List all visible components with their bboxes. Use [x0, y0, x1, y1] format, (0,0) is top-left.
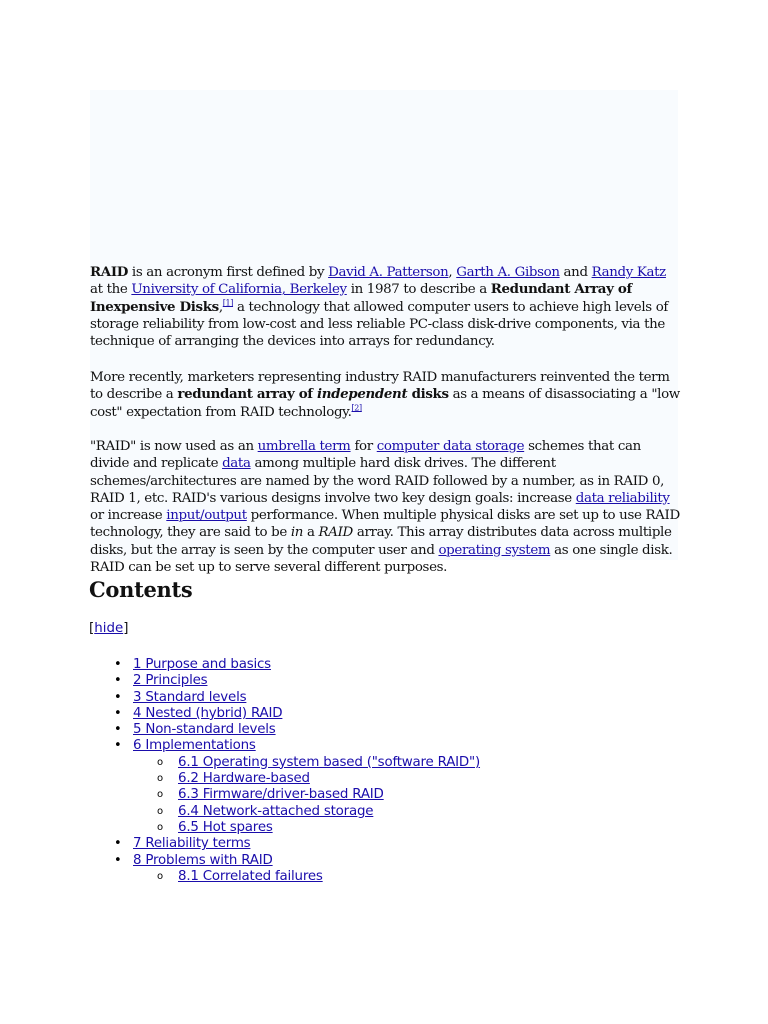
toc-link-problems-with-raid[interactable]: 8 Problems with RAID — [133, 852, 273, 868]
link-randy-katz[interactable]: Randy Katz — [591, 265, 666, 280]
text: at the — [90, 282, 132, 298]
toc-item — [112, 836, 712, 852]
link-david-patterson[interactable]: David A. Patterson — [328, 265, 449, 280]
bullet-icon: • — [114, 689, 122, 705]
bullet-icon: • — [114, 852, 122, 868]
toc-subitem — [112, 869, 712, 885]
toc-link-hardware-based[interactable]: 6.2 Hardware-based — [178, 771, 310, 787]
text: a — [303, 525, 319, 541]
link-input-output[interactable]: input/output — [166, 508, 247, 524]
circle-bullet-icon: o — [157, 821, 163, 833]
bullet-icon: • — [114, 836, 122, 852]
toc-item — [112, 738, 712, 754]
text: "RAID" is now used as an — [90, 439, 258, 454]
text: as one single disk. RAID can be set up to serve several different purposes. — [90, 542, 673, 576]
text: for — [350, 439, 377, 454]
toc-subitem — [112, 804, 712, 820]
toc-item — [112, 706, 712, 722]
link-uc-berkeley[interactable]: University of California, Berkeley — [131, 282, 347, 298]
link-data[interactable]: data — [222, 456, 251, 472]
toc-link-reliability-terms[interactable]: 7 Reliability terms — [133, 836, 251, 852]
link-umbrella-term[interactable]: umbrella term — [257, 439, 351, 454]
link-operating-system[interactable]: operating system — [438, 542, 551, 558]
toc-link-principles[interactable]: 2 Principles — [133, 673, 208, 689]
toc-item — [112, 722, 712, 738]
circle-bullet-icon: o — [157, 773, 163, 785]
toc-link-purpose-and-basics[interactable]: 1 Purpose and basics — [133, 657, 271, 672]
text: performance. When multiple physical disks are set up to use RAID technology, they are said to be — [90, 508, 680, 541]
citation-2[interactable]: [2] — [351, 403, 362, 413]
toc-link-network-attached-storage[interactable]: 6.4 Network-attached storage — [178, 803, 374, 819]
text: as a means of disassociating a "low cost" expectation from RAID technology. — [90, 387, 680, 420]
table-of-contents — [112, 657, 712, 885]
contents-heading: Contents — [89, 577, 193, 602]
bullet-icon: • — [114, 738, 122, 754]
toc-item — [112, 853, 712, 869]
raid-term: RAID — [90, 264, 128, 280]
toc-link-implementations[interactable]: 6 Implementations — [133, 738, 256, 754]
bold-term: redundant array of independent disks — [177, 386, 449, 403]
circle-bullet-icon: o — [157, 756, 163, 768]
link-data-reliability[interactable]: data reliability — [575, 490, 670, 506]
toc-link-hot-spares[interactable]: 6.5 Hot spares — [178, 819, 273, 835]
text: schemes that can divide and replicate — [90, 439, 641, 472]
toc-link-software-raid[interactable]: 6.1 Operating system based ("software RAID") — [178, 754, 481, 770]
link-computer-data-storage[interactable]: computer data storage — [376, 439, 525, 454]
intro-paragraph-3 — [90, 438, 680, 576]
italic-text: in — [290, 525, 304, 541]
circle-bullet-icon: o — [157, 805, 163, 817]
toc-link-standard-levels[interactable]: 3 Standard levels — [133, 689, 247, 705]
toc-toggle: [hide] — [89, 621, 129, 636]
circle-bullet-icon: o — [157, 789, 163, 801]
intro-paragraph-2 — [90, 369, 680, 421]
text: and — [559, 265, 592, 280]
toc-link-firmware-driver-raid[interactable]: 6.3 Firmware/driver-based RAID — [178, 787, 384, 803]
text: , — [218, 299, 223, 315]
bullet-icon: • — [114, 673, 122, 689]
toc-link-non-standard-levels[interactable]: 5 Non-standard levels — [133, 722, 276, 738]
italic-text: RAID — [318, 525, 353, 541]
intro-paragraph-1 — [90, 264, 680, 350]
toc-link-nested-raid[interactable]: 4 Nested (hybrid) RAID — [133, 705, 283, 721]
circle-bullet-icon: o — [157, 870, 163, 882]
toc-item — [112, 657, 712, 673]
toc-link-correlated-failures[interactable]: 8.1 Correlated failures — [178, 868, 323, 884]
text: among multiple hard disk drives. The different schemes/architectures are named by the word RAID followed by a number, as in RAID 0, RAID 1, etc. RAID's various designs involve two key design goals: increase — [90, 456, 665, 506]
toc-subitem — [112, 820, 712, 836]
link-garth-gibson[interactable]: Garth A. Gibson — [456, 265, 560, 280]
hide-link[interactable]: hide — [94, 621, 124, 636]
text: is an acronym first defined by — [128, 265, 329, 280]
text: More recently, marketers representing industry RAID manufacturers reinvented the term to describe a — [90, 370, 670, 403]
toc-subitem — [112, 755, 712, 771]
toc-item — [112, 673, 712, 689]
toc-subitem — [112, 771, 712, 787]
toc-subitem — [112, 787, 712, 803]
bullet-icon: • — [114, 705, 122, 721]
bullet-icon: • — [114, 722, 122, 738]
text: or increase — [90, 508, 167, 524]
toc-item — [112, 690, 712, 706]
bullet-icon: • — [114, 657, 122, 672]
text: a technology that allowed computer users to achieve high levels of storage reliability from low-cost and less reliable PC-class disk-drive components, via the technique of arranging the devices into arrays for redundancy. — [90, 299, 669, 350]
text: , — [448, 265, 457, 280]
bold-term: Redundant Array of Inexpensive Disks — [90, 281, 632, 315]
text: in 1987 to describe a — [346, 282, 491, 298]
text: array. This array distributes data across multiple disks, but the array is seen by the computer user and — [90, 525, 672, 558]
citation-1[interactable]: [1] — [222, 298, 234, 308]
